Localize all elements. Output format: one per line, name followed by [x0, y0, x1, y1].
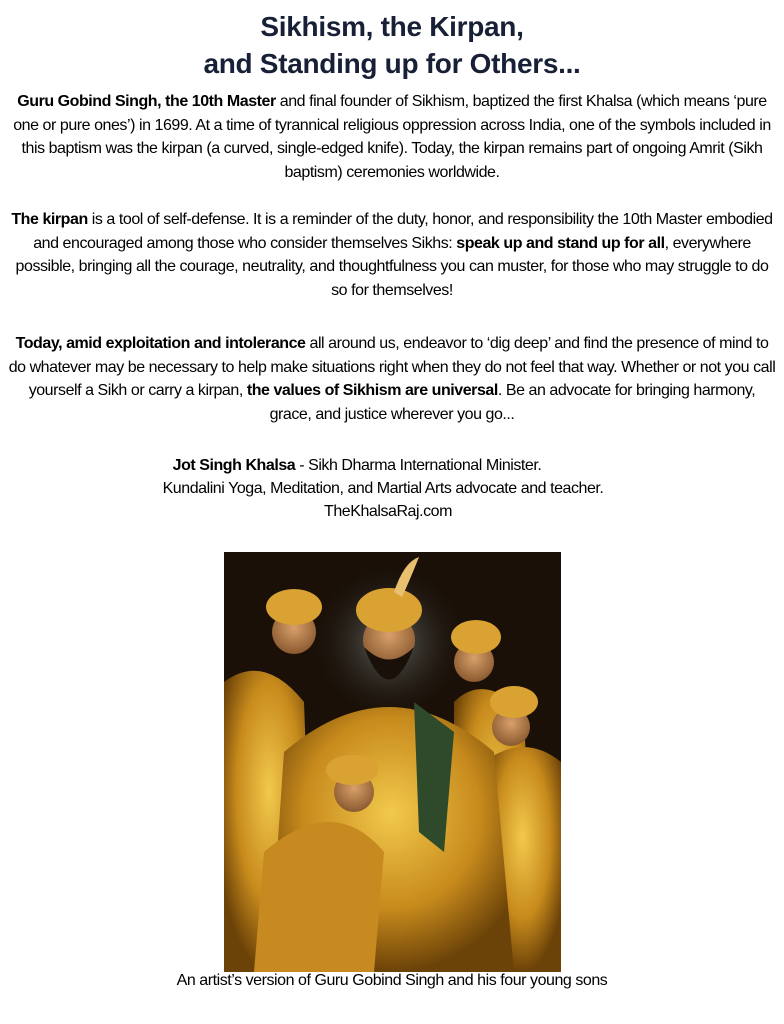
body-text: is a tool of self-defense. It is a reminder of the duty, honor, and responsibility the 10th Master embodied and encouraged among those who consider themselves Sikhs: — [33, 211, 773, 252]
bold-text: Today, amid exploitation and intolerance — [15, 335, 306, 352]
paragraph-2 — [8, 208, 776, 302]
body-text: . Be an advocate for bringing harmony, grace, and justice wherever you go... — [269, 382, 756, 423]
author-description: Kundalini Yoga, Meditation, and Martial Arts advocate and teacher. — [162, 480, 604, 497]
bold-text: Guru Gobind Singh, the 10th Master — [17, 93, 276, 110]
author-website: TheKhalsaRaj.com — [324, 503, 452, 520]
bold-text: the values of Sikhism are universal — [246, 382, 498, 399]
image-caption: An artist’s version of Guru Gobind Singh and his four young sons — [176, 972, 608, 989]
page-title — [0, 8, 784, 82]
paragraph-1 — [8, 90, 776, 184]
title-line-1: Sikhism, the Kirpan, — [260, 11, 524, 42]
title-line-2: and Standing up for Others... — [203, 48, 581, 79]
author-role: - Sikh Dharma International Minister. — [295, 457, 542, 474]
bold-text: The kirpan — [11, 211, 88, 228]
body-text: and final founder of Sikhism, baptized the first Khalsa (which means ‘pure one or pure ones’) in 1699. At a time of tyrannical religious oppression across India, one of the symbols included in this baptism was the kirpan (a curved, single-edged knife). Today, the kirpan remains part of ongoing Amrit (Sikh baptism) ceremonies worldwide. — [13, 93, 771, 181]
body-text: , everywhere possible, bringing all the courage, neutrality, and thoughtfulness you can muster, for those who may struggle to do so for themselves! — [15, 234, 769, 299]
paragraph-3 — [8, 332, 776, 426]
body-text: all around us, endeavor to ‘dig deep’ and find the presence of mind to do whatever may be necessary to help make situations right when they do not feel that way. Whether or not you call yourself a Sikh or carry a kirpan, — [8, 335, 776, 399]
bold-text: speak up and stand up for all — [456, 234, 665, 252]
painting-image — [224, 552, 561, 972]
painting-illustration — [224, 552, 561, 972]
signature-block — [0, 454, 784, 523]
author-name: Jot Singh Khalsa — [172, 457, 296, 474]
